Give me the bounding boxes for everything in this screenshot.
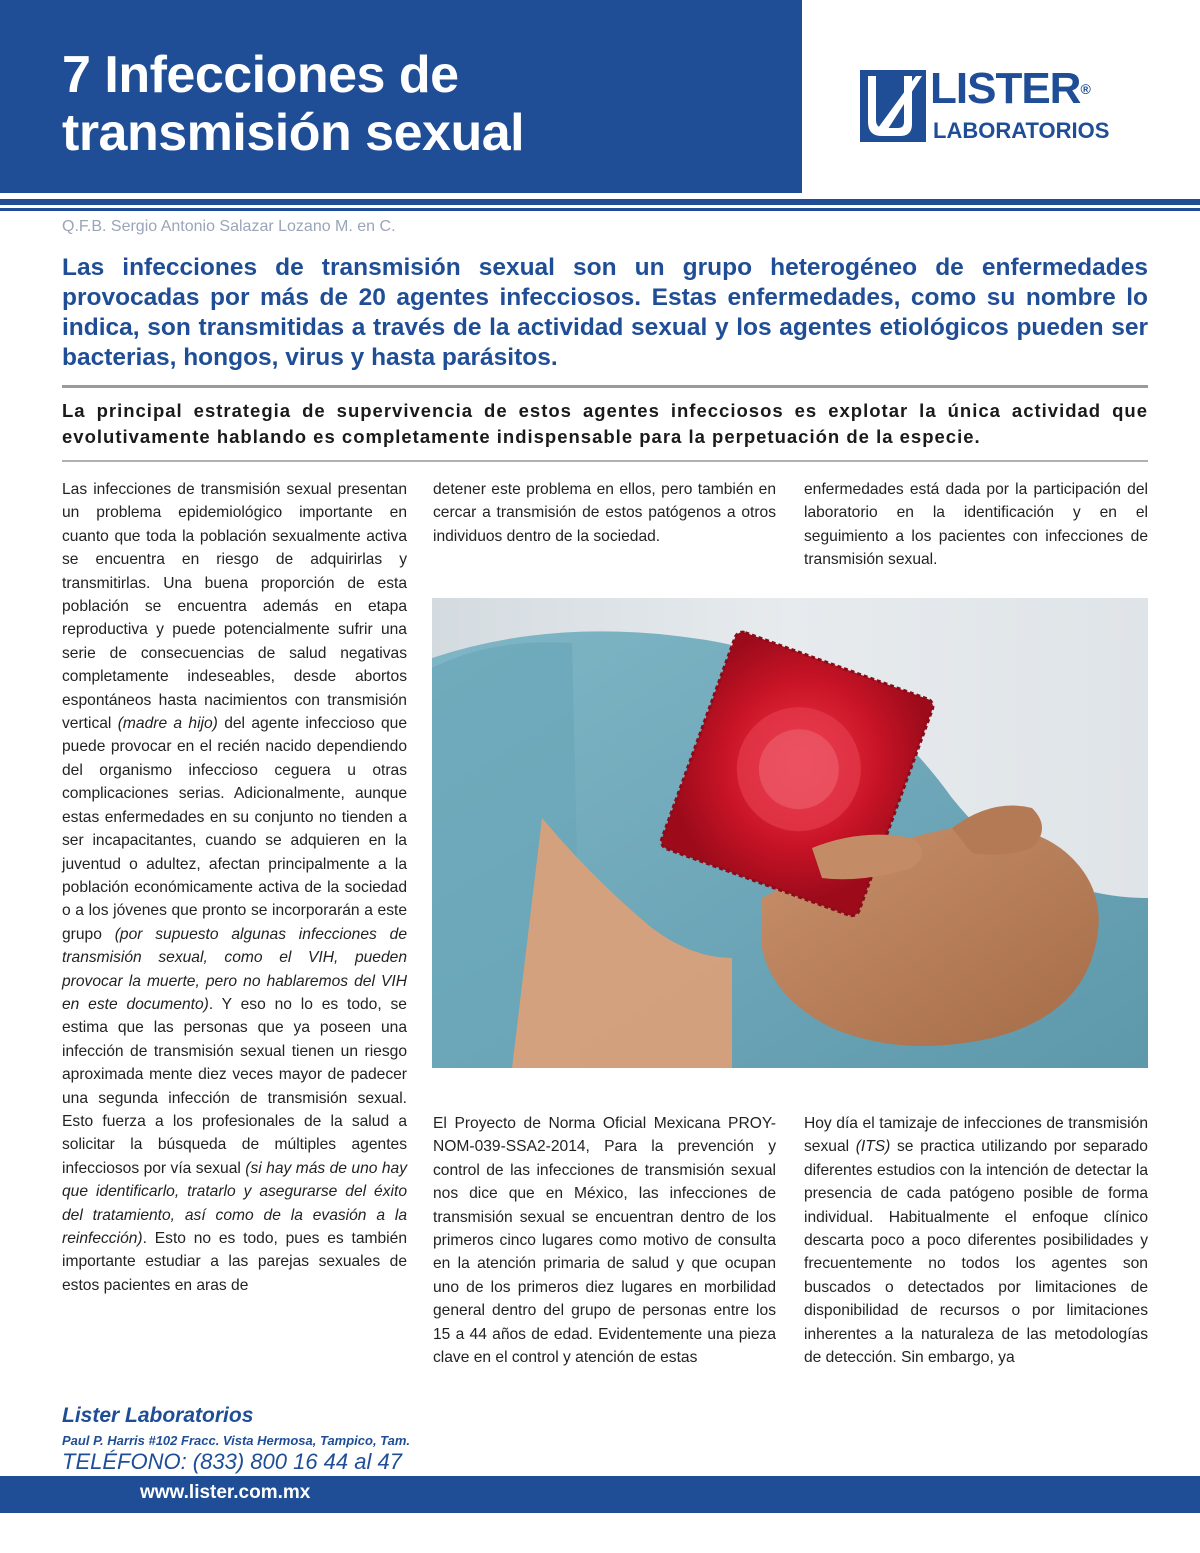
condom-photo <box>432 598 1148 1068</box>
header-rule-thin <box>0 208 1200 211</box>
subheading: La principal estrategia de supervivencia de estos agentes infecciosos es explotar la única actividad que evolutivamente hablando es completamente indispensable para la perpetuación de la especie. <box>62 400 1148 447</box>
page-title <box>62 46 524 162</box>
footer-bar <box>0 1476 1200 1513</box>
registered-mark: ® <box>1080 81 1090 97</box>
footer-phone: TELÉFONO: (833) 800 16 44 al 47 <box>62 1449 402 1474</box>
footer-website-link[interactable]: www.lister.com.mx <box>140 1482 311 1503</box>
title-line-1: 7 Infecciones de <box>62 46 459 104</box>
header-rule-thick <box>0 199 1200 205</box>
column-3-top-text: enfermedades está dada por la participación del laboratorio en la identificación y en el seguimiento a los pacientes con infecciones de transmisión sexual. <box>804 481 1148 569</box>
column-2-top-text: detener este problema en ellos, pero también en cercar a transmisión de estos patógenos a otros individuos dentro de la sociedad. <box>433 481 776 545</box>
author-line: Q.F.B. Sergio Antonio Salazar Lozano M. en C. <box>62 218 396 235</box>
lister-logo <box>860 64 1140 145</box>
subheading-separator <box>62 460 1148 462</box>
column-1-text: Las infecciones de transmisión sexual presentan un problema epidemiológico importante en cuanto que toda la población sexualmente activa se encuentra en riesgo de adquirirlas y transmitirlas. Una buena proporción de esta población se encuentra además en etapa reproductiva y puede potencialmente sufrir una serie de consecuencias de salud negativas completamente indeseables, desde abortos espontáneos hasta nacimientos con transmisión vertical (madre a hijo) del agente infeccioso que puede provocar en el recién nacido dependiendo del organismo infeccioso ceguera u otras complicaciones serias. Adicionalmente, aunque estas enfermedades en su conjunto no tienden a ser incapacitantes, cuando se adquieren en la juventud o adultez, afectan principalmente a la población económicamente activa de la sociedad o a los jóvenes que pronto se incorporarán a este grupo (por supuesto algunas infecciones de transmisión sexual, como el VIH, pueden provocar la muerte, pero no hablaremos del VIH en este documento). Y eso no lo es todo, se estima que las personas que ya poseen una infección de transmisión sexual tienen un riesgo aproximada mente diez veces mayor de padecer una segunda infección de transmisión sexual. Esto fuerza a los profesionales de la salud a solicitar la búsqueda de múltiples agentes infecciosos por vía sexual (si hay más de uno hay que identificarlo, tratarlo y asegurarse del éxito del tratamiento, así como de la evasión a la reinfección). Esto no es todo, pues es también importante estudiar a las parejas sexuales de estos pacientes en aras de <box>62 481 408 1294</box>
lead-paragraph: Las infecciones de transmisión sexual son un grupo heterogéneo de enfermedades provocadas por más de 20 agentes infecciosos. Estas enfermedades, como su nombre lo indica, son transmitidas a través de la actividad sexual y los agentes etiológicos pueden ser bacterias, hongos, virus y hasta parásitos. <box>62 254 1148 371</box>
column-3-bottom-text: Hoy día el tamizaje de infecciones de transmisión sexual (ITS) se practica utilizando por separado diferentes estudios con la intención de detectar la presencia de cada patógeno posible de forma individual. Habitualmente el enfoque clínico descarta poco a poco diferentes posibilidades y frecuentemente no todos los agentes son buscados o detectados por limitaciones de disponibilidad de recursos o por limitaciones inherentes a la naturaleza de las metodologías de detección. Sin embargo, ya <box>804 1115 1148 1367</box>
title-line-2: transmisión sexual <box>62 104 525 162</box>
column-2-bottom-text: El Proyecto de Norma Oficial Mexicana PROY-NOM-039-SSA2-2014, Para la prevención y control de las infecciones de transmisión sexual nos dice que en México, las infecciones de transmisión sexual se encuentran dentro de los primeros cinco lugares como motivo de consulta en la atención primaria de salud y que ocupan uno de los primeros diez lugares en morbilidad general dentro del grupo de personas entre los 15 a 44 años de edad. Evidentemente una pieza clave en el control y atención de estas <box>433 1115 776 1367</box>
header-band <box>0 0 802 193</box>
logo-mark-icon <box>860 70 926 142</box>
logo-name: LISTER® <box>930 64 1090 113</box>
lead-separator <box>62 385 1148 388</box>
logo-subtitle: LABORATORIOS <box>933 118 1110 143</box>
footer-company-name: Lister Laboratorios <box>62 1404 254 1427</box>
footer-address: Paul P. Harris #102 Fracc. Vista Hermosa, Tampico, Tam. <box>62 1433 411 1448</box>
